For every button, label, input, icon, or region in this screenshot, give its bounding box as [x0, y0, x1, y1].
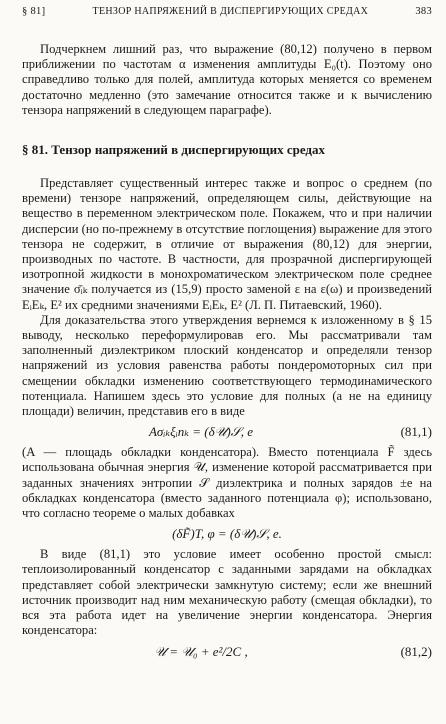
- section-ref: § 81]: [22, 6, 46, 17]
- equation-81-2-body: 𝒰 = 𝒰₀ + e²/2C ,: [154, 643, 248, 659]
- paragraph-3: Для доказательства этого утверждения вернемся к изложенному в § 15 выводу, несколько переформулировав его. Мы рассматривали там заполненный диэлектриком плоский конденсатор и определяли тензор напряжений из условия равенства работы пондеромоторных сил при смещении обкладки изменению соответствующего термодинамического потенциала. Напишем здесь это условие для полных (а не на единицу площади) величин, представив его в виде: [22, 312, 432, 419]
- paragraph-2: Представляет существенный интерес также и вопрос о среднем (по времени) тензоре напряжений, определяющем силы, действующие на вещество в переменном электрическом поле. Покажем, что и при наличии дисперсии (но по-прежнему в отсутствие поглощения) выражение для этого тензора не содержит, в отличие от выражения (80,12) для энергии, производных по частоте. В частности, для прозрачной диспергирующей изотропной жидкости в монохроматическом электрическом поле среднее значение σ̄ᵢₖ получается из (15,9) просто заменой ε на ε(ω) и произведений EᵢEₖ, E² их средними значениями EᵢEₖ, E² (Л. П. Питаевский, 1960).: [22, 176, 432, 312]
- page-number: 383: [415, 6, 432, 17]
- equation-81-1: [22, 419, 432, 445]
- equation-81-1-number: (81,1): [400, 424, 432, 440]
- equation-small-additions: (δF̃)T, φ = (δ𝒰)𝒮, e.: [172, 526, 282, 542]
- paragraph-5: В виде (81,1) это условие имеет особенно простой смысл: теплоизолированный конденсатор с заданными зарядами на обкладках представляет собой электрически замкнутую систему; если же внешний источник производит над ним механическую работу (смещая обкладки), то вся эта работа идет на увеличение энергии конденсатора. Энергия конденсатора:: [22, 547, 432, 638]
- running-title: ТЕНЗОР НАПРЯЖЕНИЙ В ДИСПЕРГИРУЮЩИХ СРЕДАХ: [92, 6, 369, 17]
- paragraph-1: Подчеркнем лишний раз, что выражение (80,12) получено в первом приближении по частотам α изменения амплитуды E₀(t). Поэтому оно справедливо только для полей, амплитуда которых меняется со временем достаточно медленно (это замечание относится также и к вычислению тензора напряжений в следующем параграфе).: [22, 42, 432, 117]
- equation-81-1-body: Aσᵢₖξᵢnₖ = (δ𝒰)𝒮, e: [148, 424, 254, 440]
- running-head: [22, 6, 432, 26]
- paragraph-4: (A — площадь обкладки конденсатора). Вместо потенциала F̃ здесь использована обычная энергия 𝒰, изменение которой рассматривается при заданных значениях энтропии 𝒮 диэлектрика и полных зарядов ±e на обкладках конденсатора (вместо заданного потенциала φ); использовано, что согласно теореме о малых добавках: [22, 445, 432, 521]
- section-heading: § 81. Тензор напряжений в диспергирующих средах: [22, 142, 326, 158]
- equation-81-2: [22, 639, 432, 665]
- equation-81-2-number: (81,2): [400, 643, 432, 659]
